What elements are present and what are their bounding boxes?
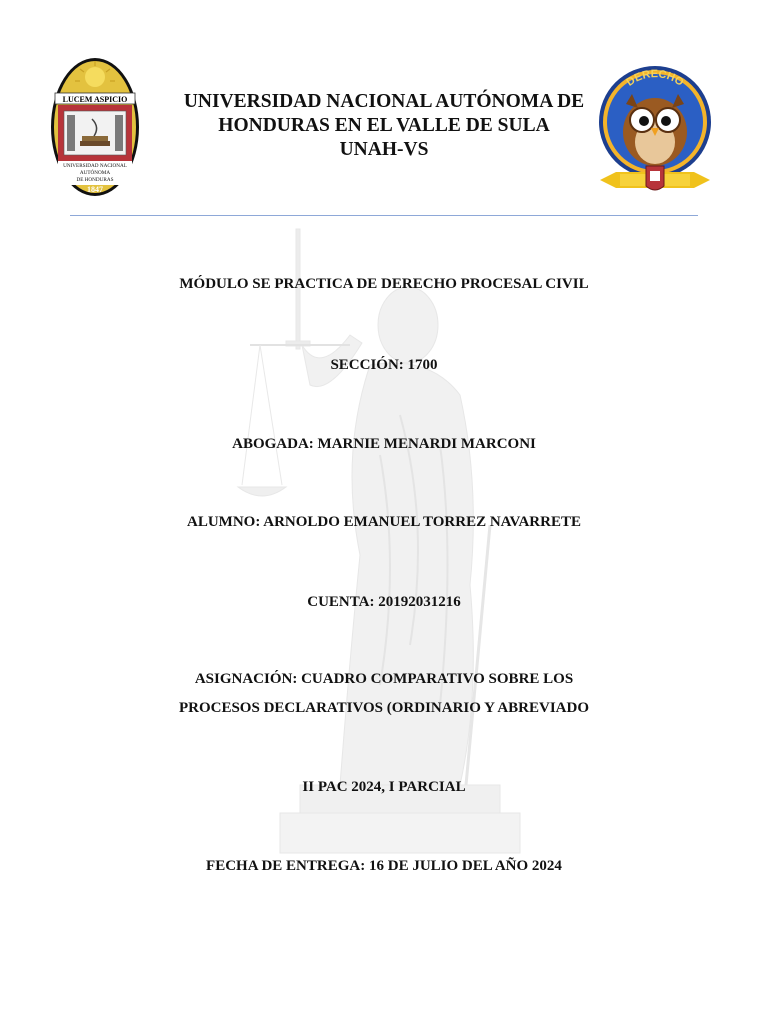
seal-year: 1847 <box>87 185 103 194</box>
module-line: MÓDULO SE PRACTICA DE DERECHO PROCESAL CIVIL <box>179 276 589 292</box>
teacher-line: ABOGADA: MARNIE MENARDI MARCONI <box>232 436 536 452</box>
assignment-line-1: ASIGNACIÓN: CUADRO COMPARATIVO SOBRE LOS <box>194 671 574 687</box>
seal-text-line-3: DE HONDURAS <box>76 177 114 183</box>
header-divider <box>70 215 698 216</box>
seal-text-line-2: AUTÓNOMA <box>79 170 111 176</box>
seal-text-line-1: UNIVERSIDAD NACIONAL <box>63 163 127 169</box>
law-faculty-owl-logo <box>596 64 714 204</box>
university-seal-logo <box>50 57 140 197</box>
university-title-line-1: UNIVERSIDAD NACIONAL AUTÓNOMA DE <box>183 91 585 112</box>
section-line: SECCIÓN: 1700 <box>330 357 438 373</box>
university-title-line-3: UNAH-VS <box>339 139 429 160</box>
account-line: CUENTA: 20192031216 <box>307 594 461 610</box>
owl-logo-arc-text: DERECHO <box>624 68 686 89</box>
assignment-line-2: PROCESOS DECLARATIVOS (ORDINARIO Y ABREVIADO <box>178 700 590 716</box>
university-title <box>150 90 618 162</box>
student-line: ALUMNO: ARNOLDO EMANUEL TORREZ NAVARRETE <box>187 514 581 530</box>
seal-banner-text: LUCEM ASPICIO <box>62 95 128 104</box>
university-title-line-2: HONDURAS EN EL VALLE DE SULA <box>218 115 550 136</box>
due-date-line: FECHA DE ENTREGA: 16 DE JULIO DEL AÑO 2024 <box>206 858 562 874</box>
period-line: II PAC 2024, I PARCIAL <box>302 779 466 795</box>
